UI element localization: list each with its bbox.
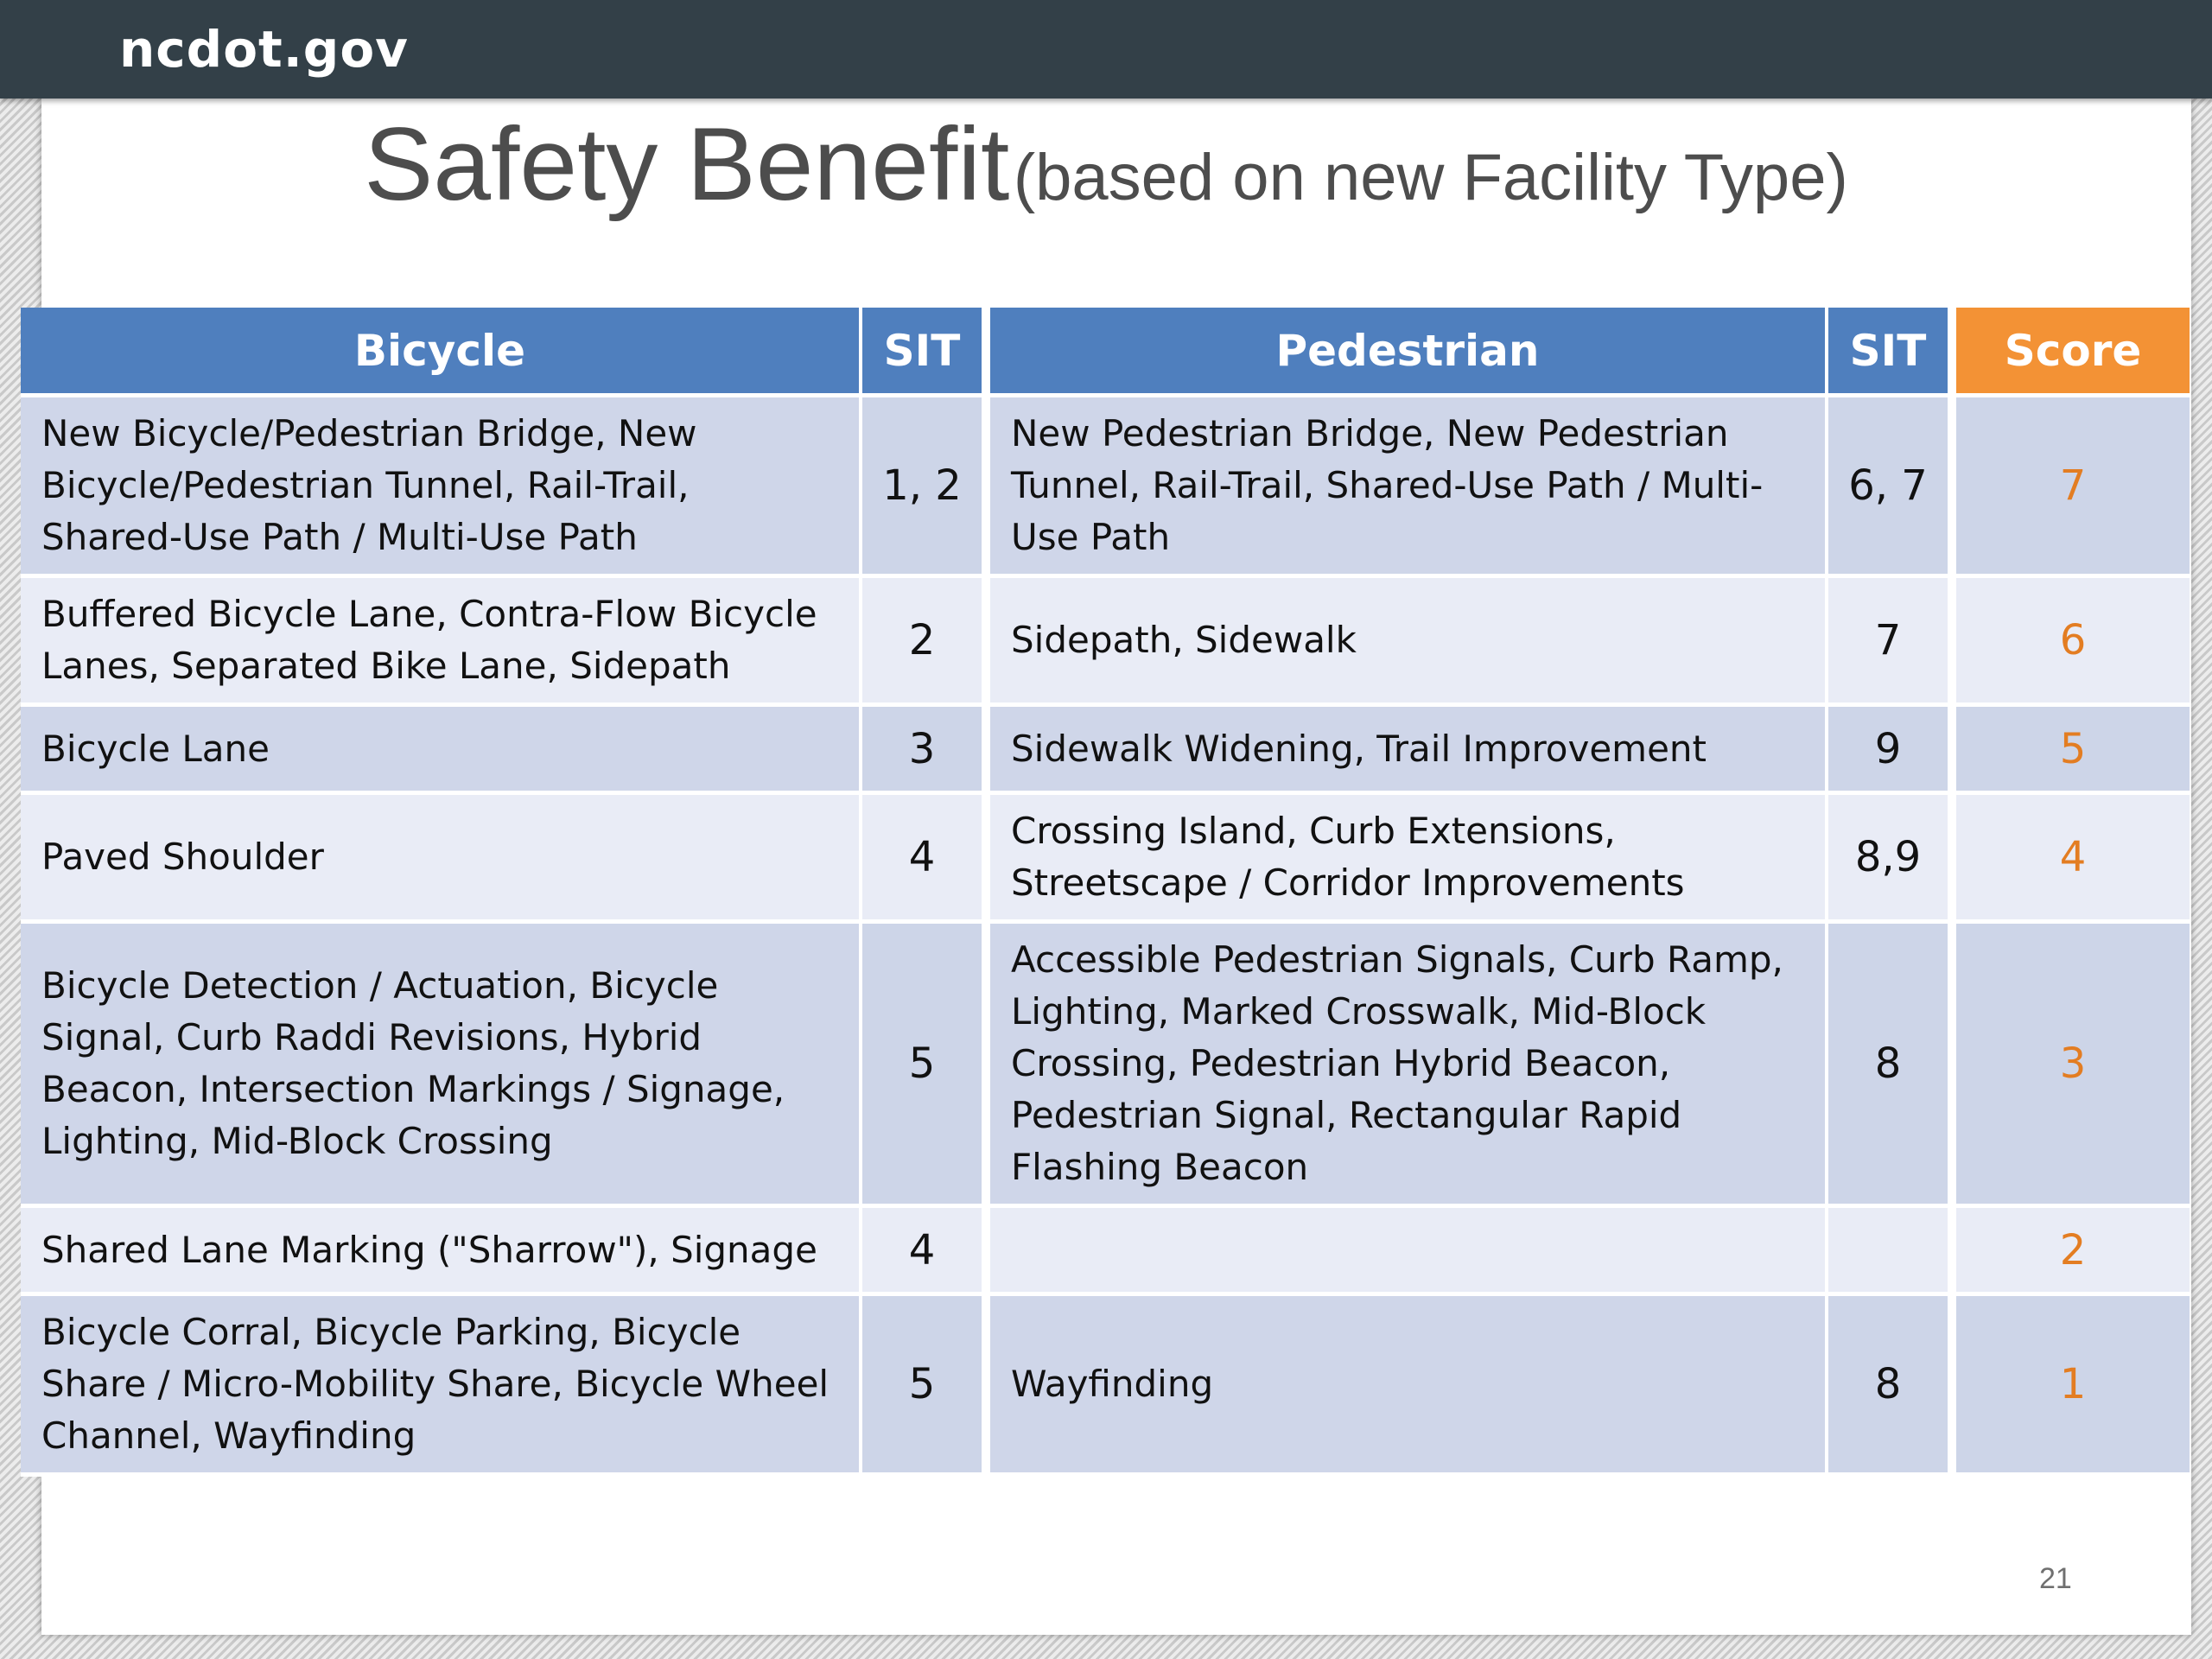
facility-table bbox=[21, 308, 2190, 1477]
cell-bike-sit: 5 bbox=[862, 924, 990, 1208]
cell-bike-sit: 2 bbox=[862, 578, 990, 707]
cell-ped-sit: 7 bbox=[1828, 578, 1956, 707]
cell-ped-sit: 9 bbox=[1828, 707, 1956, 795]
table-row bbox=[21, 578, 2190, 707]
cell-pedestrian bbox=[990, 1208, 1828, 1296]
cell-bike-sit: 4 bbox=[862, 1208, 990, 1296]
cell-pedestrian: New Pedestrian Bridge, New Pedestrian Tunnel, Rail-Trail, Shared-Use Path / Multi-Use Path bbox=[990, 397, 1828, 578]
cell-score: 4 bbox=[1956, 795, 2190, 924]
slide-title bbox=[0, 52, 2212, 276]
header-ped-sit: SIT bbox=[1828, 308, 1956, 397]
title-main: Safety Benefit bbox=[364, 106, 1010, 222]
cell-bike-sit: 1, 2 bbox=[862, 397, 990, 578]
cell-bicycle: Bicycle Detection / Actuation, Bicycle Signal, Curb Raddi Revisions, Hybrid Beacon, Intersection Markings / Signage, Lighting, Mid-Block Crossing bbox=[21, 924, 862, 1208]
table-row bbox=[21, 1208, 2190, 1296]
cell-ped-sit: 8 bbox=[1828, 924, 1956, 1208]
cell-bicycle: New Bicycle/Pedestrian Bridge, New Bicycle/Pedestrian Tunnel, Rail-Trail, Shared-Use Path / Multi-Use Path bbox=[21, 397, 862, 578]
header-pedestrian: Pedestrian bbox=[990, 308, 1828, 397]
cell-ped-sit: 8,9 bbox=[1828, 795, 1956, 924]
cell-bike-sit: 4 bbox=[862, 795, 990, 924]
cell-bicycle: Paved Shoulder bbox=[21, 795, 862, 924]
cell-bicycle: Buffered Bicycle Lane, Contra-Flow Bicycle Lanes, Separated Bike Lane, Sidepath bbox=[21, 578, 862, 707]
site-brand: ncdot.gov bbox=[119, 20, 409, 79]
cell-pedestrian: Accessible Pedestrian Signals, Curb Ramp, Lighting, Marked Crosswalk, Mid-Block Crossing, Pedestrian Hybrid Beacon, Pedestrian Signal, Rectangular Rapid Flashing Beacon bbox=[990, 924, 1828, 1208]
cell-pedestrian: Sidewalk Widening, Trail Improvement bbox=[990, 707, 1828, 795]
cell-ped-sit bbox=[1828, 1208, 1956, 1296]
table-row bbox=[21, 707, 2190, 795]
header-bicycle: Bicycle bbox=[21, 308, 862, 397]
cell-bicycle: Shared Lane Marking ("Sharrow"), Signage bbox=[21, 1208, 862, 1296]
page-number: 21 bbox=[2039, 1562, 2072, 1595]
cell-pedestrian: Sidepath, Sidewalk bbox=[990, 578, 1828, 707]
cell-bicycle: Bicycle Corral, Bicycle Parking, Bicycle Share / Micro-Mobility Share, Bicycle Wheel Channel, Wayfinding bbox=[21, 1296, 862, 1477]
cell-bike-sit: 5 bbox=[862, 1296, 990, 1477]
table-row bbox=[21, 1296, 2190, 1477]
cell-score: 2 bbox=[1956, 1208, 2190, 1296]
title-subtitle: (based on new Facility Type) bbox=[1013, 141, 1848, 214]
cell-bicycle: Bicycle Lane bbox=[21, 707, 862, 795]
header-row bbox=[21, 308, 2190, 397]
table-row bbox=[21, 795, 2190, 924]
cell-score: 3 bbox=[1956, 924, 2190, 1208]
safety-benefit-table bbox=[21, 308, 2190, 1477]
header-score: Score bbox=[1956, 308, 2190, 397]
cell-score: 6 bbox=[1956, 578, 2190, 707]
cell-score: 7 bbox=[1956, 397, 2190, 578]
cell-bike-sit: 3 bbox=[862, 707, 990, 795]
cell-score: 1 bbox=[1956, 1296, 2190, 1477]
table-row bbox=[21, 924, 2190, 1208]
table-row bbox=[21, 397, 2190, 578]
cell-score: 5 bbox=[1956, 707, 2190, 795]
cell-ped-sit: 8 bbox=[1828, 1296, 1956, 1477]
header-bike-sit: SIT bbox=[862, 308, 990, 397]
cell-pedestrian: Wayfinding bbox=[990, 1296, 1828, 1477]
cell-ped-sit: 6, 7 bbox=[1828, 397, 1956, 578]
cell-pedestrian: Crossing Island, Curb Extensions, Streetscape / Corridor Improvements bbox=[990, 795, 1828, 924]
